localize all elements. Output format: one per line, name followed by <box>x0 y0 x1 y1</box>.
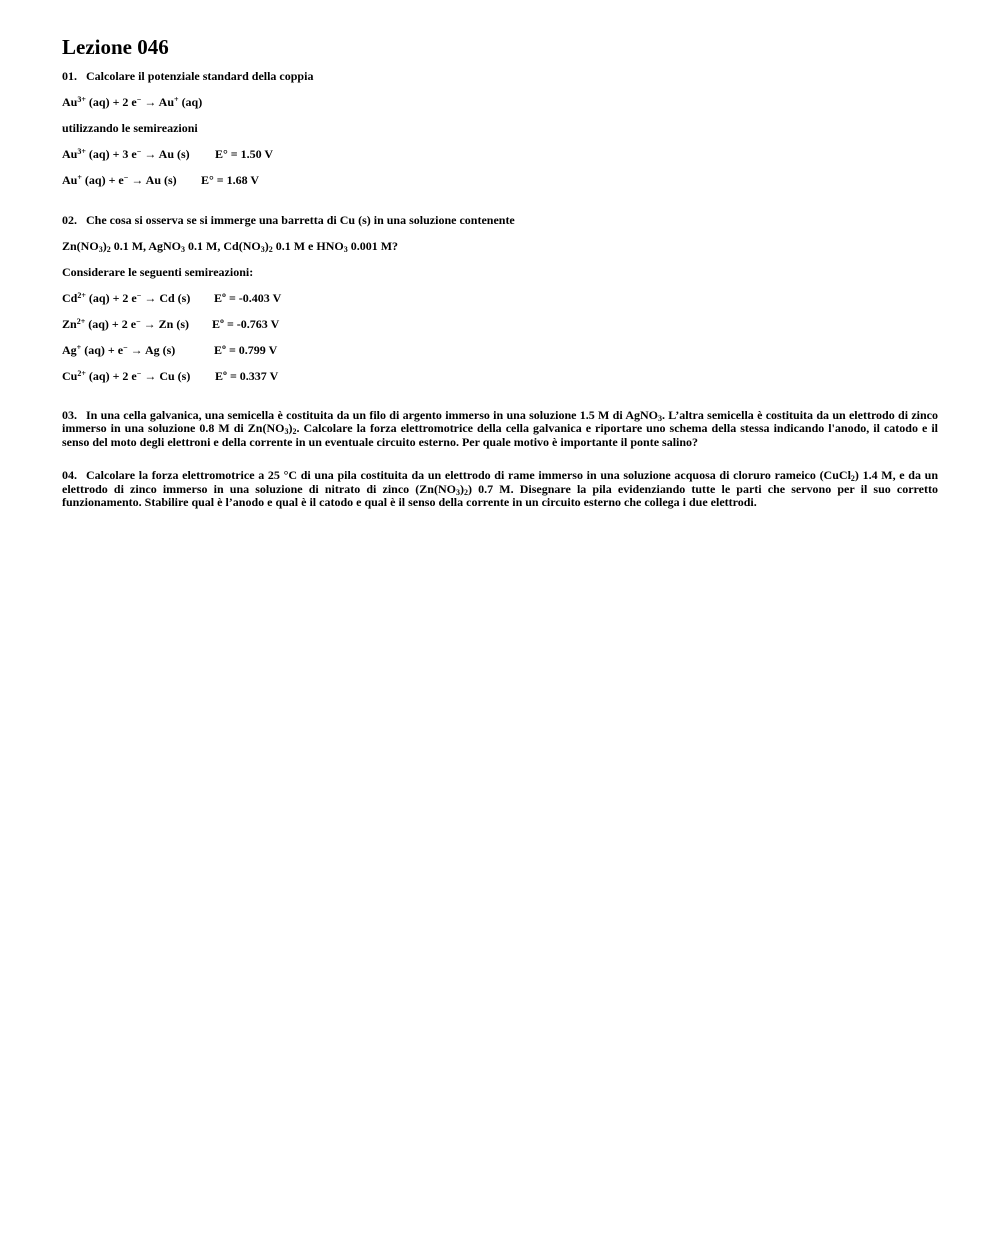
q1-reaction: $Au^{3+}$ (aq) + 2 e− → Au+ (aq) <box>62 95 203 109</box>
q2-text: Che cosa si osserva se si immerge una barretta di Cu (s) in una soluzione contenente <box>86 213 515 227</box>
q2-potential: Eº = -0.763 V <box>212 317 280 331</box>
q2-potential: Eº = -0.403 V <box>214 291 282 305</box>
q4-paragraph: 04. Calcolare la forza elettromotrice a 25 °C di una pila costituita da un elettrodo di rame immerso in una soluzione acquosa di cloruro rameico (CuCl$_2$) 1.4 M, e da un elettrodo di zinco immerso in una soluzione di nitrato di zinco $(Zn(NO_3)_2)$ 0.7 M. Disegnare la pila evidenziando tutte le parti che servono per il suo corretto funzionamento. Stabilire qual è l’anodo e qual è il catodo e qual è il senso della corrente in un circuito esterno che collega i due elettrodi. <box>62 468 938 510</box>
q2-prompt <box>62 213 938 227</box>
q1-half-reaction: Au+ (aq) + e− → Au (s) E° = 1.68 V <box>62 173 260 187</box>
q1-half-reaction: $Au^{3+}$ (aq) + 3 e− → Au (s) E° = 1.50 V <box>62 147 274 161</box>
q2-half-reaction: $Cd^{2+}$ (aq) + 2 e− → Cd (s) Eº = -0.403 V <box>62 291 282 305</box>
q1-number: 01. <box>62 69 77 83</box>
q4-number: 04. <box>62 468 77 483</box>
q2-half-reaction: Ag+ (aq) + e− → Ag (s) Eº = 0.799 V <box>62 343 278 357</box>
q2-half-reaction: $Zn^{2+}$ (aq) + 2 e− → Zn (s) Eº = -0.763 V <box>62 317 280 331</box>
q3-paragraph: 03. In una cella galvanica, una semicella è costituita da un filo di argento immerso in una soluzione 1.5 M di AgNO$_3$. L’altra semicella è costituita da un elettrodo di zinco immerso in una soluzione 0.8 M di $Zn(NO_3)_2$. Calcolare la forza elettromotrice della cella galvanica e riportare uno schema della stessa indicando l'anodo, il catodo e il senso del moto degli elettroni e della corrente in un eventuale circuito esterno. Per quale motivo è importante il ponte salino? <box>62 408 939 449</box>
q1-intro: utilizzando le semireazioni <box>62 121 198 135</box>
q2-number: 02. <box>62 213 77 227</box>
document-page <box>62 34 938 509</box>
q2-intro: Considerare le seguenti semireazioni: <box>62 265 254 279</box>
q1-potential: E° = 1.68 V <box>201 173 260 187</box>
q2-potential: Eº = 0.799 V <box>214 343 278 357</box>
q2-potential: Eº = 0.337 V <box>215 369 279 383</box>
q1-text: Calcolare il potenziale standard della coppia <box>86 69 314 83</box>
q1-prompt <box>62 69 938 83</box>
q2-solution: $Zn(NO_3)_2$ 0.1 M, AgNO$_3$ 0.1 M, $Cd(NO_3)_2$ 0.1 M e $HNO_3$ 0.001 M? <box>62 239 399 254</box>
q1-potential: E° = 1.50 V <box>215 147 274 161</box>
page-title: Lezione 046 <box>62 35 169 59</box>
q3-number: 03. <box>62 408 77 422</box>
q2-half-reaction: $Cu^{2+}$ (aq) + 2 e− → Cu (s) Eº = 0.337 V <box>62 369 279 383</box>
